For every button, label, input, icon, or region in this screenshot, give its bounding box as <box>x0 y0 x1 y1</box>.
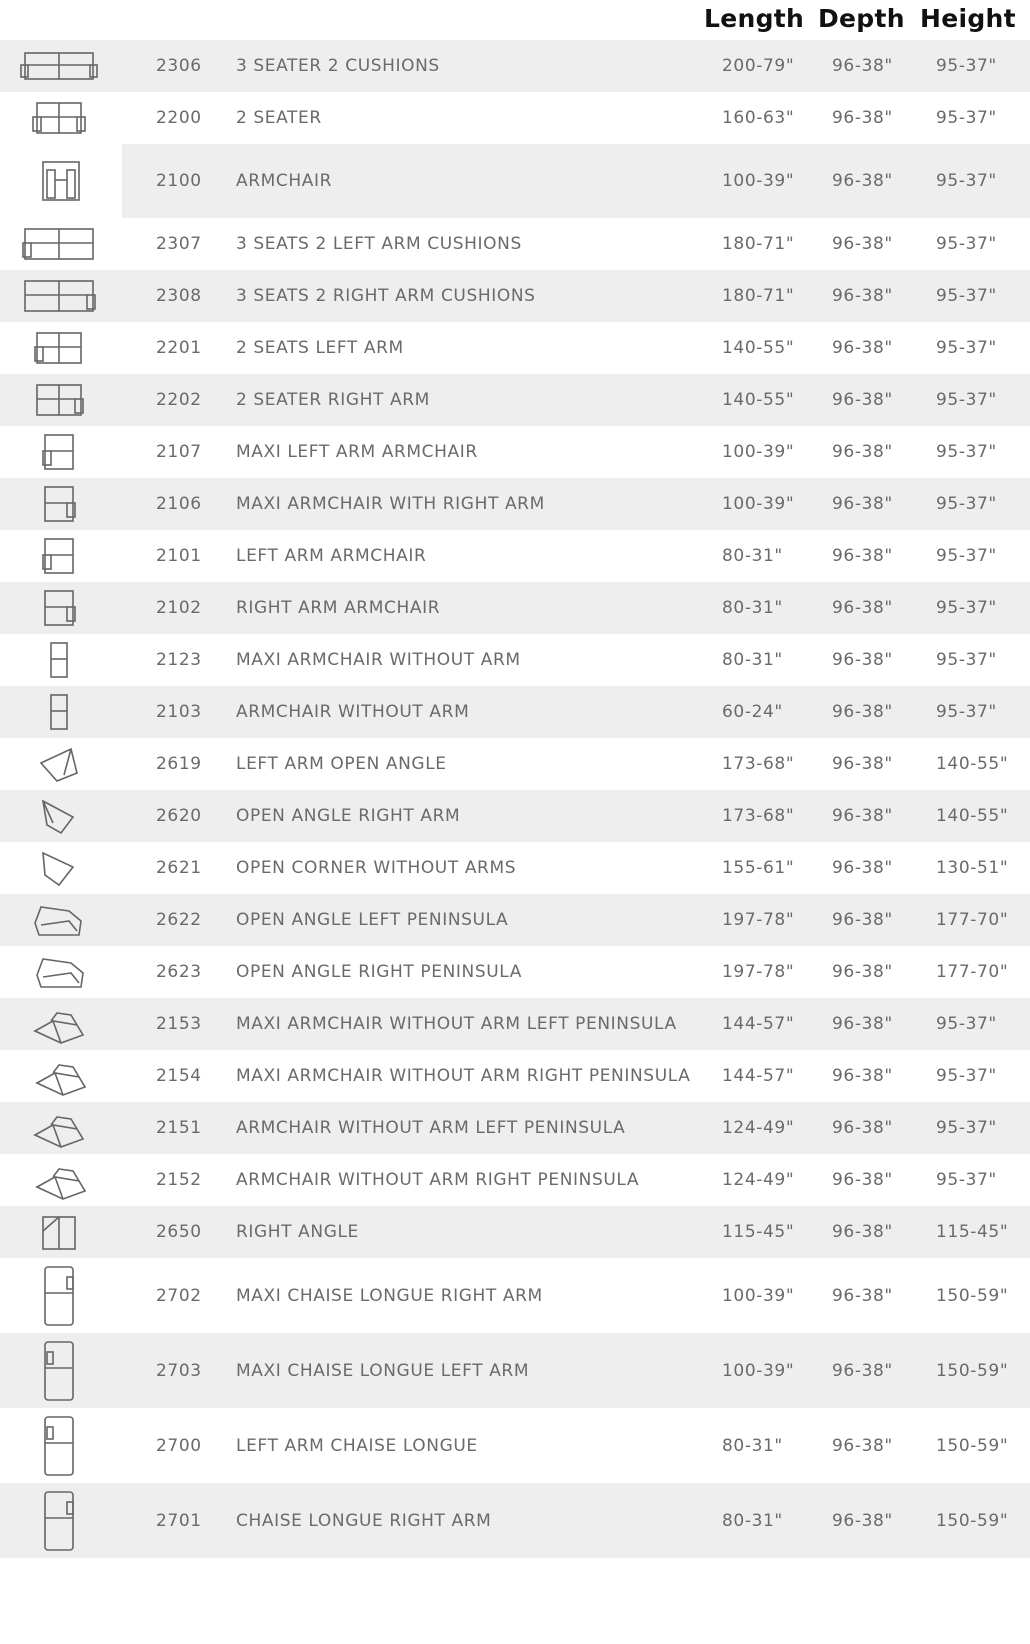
table-row <box>0 1258 1030 1333</box>
depth-value: 96-38" <box>832 338 893 358</box>
table-row <box>0 1206 1030 1258</box>
product-name: 3 SEATS 2 LEFT ARM CUSHIONS <box>236 234 522 254</box>
product-name: MAXI ARMCHAIR WITHOUT ARM <box>236 650 521 670</box>
length-value: 115-45" <box>722 1222 795 1242</box>
product-name: 3 SEATS 2 RIGHT ARM CUSHIONS <box>236 286 536 306</box>
length-value: 80-31" <box>722 1510 783 1531</box>
product-code: 2106 <box>156 494 202 514</box>
depth-value: 96-38" <box>832 286 893 306</box>
length-value: 144-57" <box>722 1014 795 1034</box>
height-value: 95-37" <box>936 1118 997 1138</box>
length-value: 144-57" <box>722 1066 795 1086</box>
depth-value: 96-38" <box>832 1435 893 1456</box>
table-row <box>0 998 1030 1050</box>
depth-value: 96-38" <box>832 858 893 878</box>
product-code: 2621 <box>156 858 202 878</box>
depth-value: 96-38" <box>832 546 893 566</box>
product-name: ARMCHAIR <box>236 171 333 191</box>
depth-value: 96-38" <box>832 56 893 76</box>
table-row <box>0 1102 1030 1154</box>
product-code: 2306 <box>156 56 202 76</box>
height-value: 150-59" <box>936 1360 1009 1381</box>
height-value: 95-37" <box>936 56 997 76</box>
height-value: 140-55" <box>936 754 1009 774</box>
left-arm-armchair-icon <box>0 530 118 582</box>
product-code: 2619 <box>156 754 202 774</box>
length-value: 140-55" <box>722 338 795 358</box>
length-value: 160-63" <box>722 108 795 128</box>
maxi-armchair-no-arm-icon <box>0 634 118 686</box>
table-row <box>0 790 1030 842</box>
product-name: ARMCHAIR WITHOUT ARM RIGHT PENINSULA <box>236 1170 640 1190</box>
right-arm-armchair-icon <box>0 582 118 634</box>
product-name: OPEN ANGLE RIGHT PENINSULA <box>236 962 522 982</box>
depth-value: 96-38" <box>832 598 893 618</box>
open-angle-left-peninsula-icon <box>0 894 118 946</box>
height-value: 95-37" <box>936 234 997 254</box>
height-value: 95-37" <box>936 390 997 410</box>
product-name: OPEN ANGLE LEFT PENINSULA <box>236 910 509 930</box>
height-value: 130-51" <box>936 858 1009 878</box>
depth-value: 96-38" <box>832 171 893 191</box>
depth-value: 96-38" <box>832 650 893 670</box>
product-name: ARMCHAIR WITHOUT ARM <box>236 702 470 722</box>
length-value: 80-31" <box>722 1435 783 1456</box>
table-row <box>0 1050 1030 1102</box>
product-name: MAXI LEFT ARM ARMCHAIR <box>236 442 478 462</box>
product-code: 2650 <box>156 1222 202 1242</box>
height-value: 115-45" <box>936 1222 1009 1242</box>
table-row <box>0 1333 1030 1408</box>
product-name: MAXI CHAISE LONGUE RIGHT ARM <box>236 1285 543 1306</box>
height-value: 95-37" <box>936 650 997 670</box>
product-name: RIGHT ARM ARMCHAIR <box>236 598 441 618</box>
table-row <box>0 1154 1030 1206</box>
height-value: 150-59" <box>936 1510 1009 1531</box>
maxi-no-arm-right-peninsula-icon <box>0 1050 122 1102</box>
table-row <box>0 270 1030 322</box>
open-angle-right-peninsula-icon <box>0 946 122 998</box>
length-value: 80-31" <box>722 650 783 670</box>
depth-value: 96-38" <box>832 1285 893 1306</box>
height-value: 95-37" <box>936 1170 997 1190</box>
depth-value: 96-38" <box>832 108 893 128</box>
height-value: 95-37" <box>936 1014 997 1034</box>
length-value: 124-49" <box>722 1118 795 1138</box>
product-code: 2100 <box>156 171 202 191</box>
length-value: 180-71" <box>722 234 795 254</box>
product-name: MAXI ARMCHAIR WITHOUT ARM RIGHT PENINSULA <box>236 1066 691 1086</box>
table-row <box>0 894 1030 946</box>
left-arm-chaise-icon <box>0 1408 118 1483</box>
product-code: 2307 <box>156 234 202 254</box>
height-value: 95-37" <box>936 494 997 514</box>
length-value: 100-39" <box>722 171 795 191</box>
table-row <box>0 1408 1030 1483</box>
product-code: 2151 <box>156 1118 202 1138</box>
table-row <box>0 686 1030 738</box>
product-name: MAXI CHAISE LONGUE LEFT ARM <box>236 1360 530 1381</box>
chaise-right-arm-icon <box>0 1483 118 1558</box>
product-name: OPEN CORNER WITHOUT ARMS <box>236 858 517 878</box>
product-code: 2622 <box>156 910 202 930</box>
length-value: 197-78" <box>722 910 795 930</box>
product-code: 2202 <box>156 390 202 410</box>
maxi-right-arm-armchair-icon <box>0 478 118 530</box>
table-header <box>0 0 1030 40</box>
length-value: 100-39" <box>722 442 795 462</box>
length-value: 124-49" <box>722 1170 795 1190</box>
depth-value: 96-38" <box>832 1222 893 1242</box>
height-value: 177-70" <box>936 910 1009 930</box>
height-value: 150-59" <box>936 1435 1009 1456</box>
no-arm-right-peninsula-icon <box>0 1154 122 1206</box>
product-name: 2 SEATS LEFT ARM <box>236 338 404 358</box>
table-row <box>0 40 1030 92</box>
armchair-no-arm-icon <box>0 686 118 738</box>
table-row <box>0 218 1030 270</box>
product-name: MAXI ARMCHAIR WITH RIGHT ARM <box>236 494 545 514</box>
maxi-left-arm-armchair-icon <box>0 426 118 478</box>
depth-value: 96-38" <box>832 234 893 254</box>
product-code: 2107 <box>156 442 202 462</box>
height-value: 95-37" <box>936 286 997 306</box>
product-code: 2308 <box>156 286 202 306</box>
product-name: RIGHT ANGLE <box>236 1222 359 1242</box>
sofa-2-right-arm-icon <box>0 374 118 426</box>
maxi-chaise-left-arm-icon <box>0 1333 118 1408</box>
depth-value: 96-38" <box>832 390 893 410</box>
armchair-icon <box>0 144 122 218</box>
sofa-2-seater-icon <box>0 92 118 144</box>
depth-value: 96-38" <box>832 702 893 722</box>
height-value: 95-37" <box>936 546 997 566</box>
table-row <box>0 738 1030 790</box>
length-value: 80-31" <box>722 598 783 618</box>
length-value: 200-79" <box>722 56 795 76</box>
depth-value: 96-38" <box>832 1066 893 1086</box>
open-angle-right-arm-icon <box>0 790 118 842</box>
length-value: 100-39" <box>722 1285 795 1306</box>
product-name: OPEN ANGLE RIGHT ARM <box>236 806 461 826</box>
depth-header: Depth <box>818 4 905 33</box>
depth-value: 96-38" <box>832 754 893 774</box>
depth-value: 96-38" <box>832 962 893 982</box>
height-header: Height <box>920 4 1016 33</box>
depth-value: 96-38" <box>832 1510 893 1531</box>
table-row <box>0 1483 1030 1558</box>
length-value: 180-71" <box>722 286 795 306</box>
length-header: Length <box>704 4 805 33</box>
height-value: 95-37" <box>936 598 997 618</box>
left-arm-open-angle-icon <box>0 738 118 790</box>
no-arm-left-peninsula-icon <box>0 1102 118 1154</box>
product-code: 2620 <box>156 806 202 826</box>
product-name: 3 SEATER 2 CUSHIONS <box>236 56 440 76</box>
product-code: 2102 <box>156 598 202 618</box>
depth-value: 96-38" <box>832 442 893 462</box>
product-code: 2703 <box>156 1360 202 1381</box>
height-value: 177-70" <box>936 962 1009 982</box>
product-code: 2103 <box>156 702 202 722</box>
length-value: 60-24" <box>722 702 783 722</box>
length-value: 197-78" <box>722 962 795 982</box>
product-code: 2101 <box>156 546 202 566</box>
length-value: 155-61" <box>722 858 795 878</box>
product-name: LEFT ARM CHAISE LONGUE <box>236 1435 478 1456</box>
product-code: 2154 <box>156 1066 202 1086</box>
product-code: 2152 <box>156 1170 202 1190</box>
table-row <box>0 426 1030 478</box>
length-value: 173-68" <box>722 754 795 774</box>
depth-value: 96-38" <box>832 1170 893 1190</box>
open-corner-no-arms-icon <box>0 842 118 894</box>
length-value: 140-55" <box>722 390 795 410</box>
table-row <box>0 374 1030 426</box>
length-value: 100-39" <box>722 1360 795 1381</box>
depth-value: 96-38" <box>832 1118 893 1138</box>
length-value: 173-68" <box>722 806 795 826</box>
height-value: 95-37" <box>936 108 997 128</box>
height-value: 150-59" <box>936 1285 1009 1306</box>
height-value: 95-37" <box>936 171 997 191</box>
table-row <box>0 322 1030 374</box>
sofa-3-seater-icon <box>0 40 118 92</box>
table-row <box>0 634 1030 686</box>
right-angle-icon <box>0 1206 118 1258</box>
height-value: 95-37" <box>936 442 997 462</box>
height-value: 95-37" <box>936 338 997 358</box>
product-name: CHAISE LONGUE RIGHT ARM <box>236 1510 492 1531</box>
depth-value: 96-38" <box>832 806 893 826</box>
depth-value: 96-38" <box>832 1360 893 1381</box>
table-row <box>0 478 1030 530</box>
depth-value: 96-38" <box>832 910 893 930</box>
product-code: 2153 <box>156 1014 202 1034</box>
table-row <box>0 946 1030 998</box>
sofa-2-left-arm-icon <box>0 322 118 374</box>
depth-value: 96-38" <box>832 494 893 514</box>
height-value: 140-55" <box>936 806 1009 826</box>
maxi-no-arm-left-peninsula-icon <box>0 998 118 1050</box>
table-row <box>0 530 1030 582</box>
table-row <box>0 144 1030 218</box>
height-value: 95-37" <box>936 702 997 722</box>
height-value: 95-37" <box>936 1066 997 1086</box>
product-code: 2701 <box>156 1510 202 1531</box>
product-name: 2 SEATER <box>236 108 322 128</box>
length-value: 100-39" <box>722 494 795 514</box>
table-row <box>0 582 1030 634</box>
table-row <box>0 842 1030 894</box>
product-name: LEFT ARM OPEN ANGLE <box>236 754 447 774</box>
product-name: 2 SEATER RIGHT ARM <box>236 390 430 410</box>
sofa-3-left-arm-icon <box>0 218 118 270</box>
product-code: 2623 <box>156 962 202 982</box>
product-name: MAXI ARMCHAIR WITHOUT ARM LEFT PENINSULA <box>236 1014 677 1034</box>
product-name: LEFT ARM ARMCHAIR <box>236 546 427 566</box>
maxi-chaise-right-arm-icon <box>0 1258 118 1333</box>
product-name: ARMCHAIR WITHOUT ARM LEFT PENINSULA <box>236 1118 626 1138</box>
length-value: 80-31" <box>722 546 783 566</box>
table-row <box>0 92 1030 144</box>
product-code: 2700 <box>156 1435 202 1456</box>
product-code: 2123 <box>156 650 202 670</box>
product-code: 2201 <box>156 338 202 358</box>
depth-value: 96-38" <box>832 1014 893 1034</box>
product-code: 2200 <box>156 108 202 128</box>
sofa-3-right-arm-icon <box>0 270 118 322</box>
product-code: 2702 <box>156 1285 202 1306</box>
